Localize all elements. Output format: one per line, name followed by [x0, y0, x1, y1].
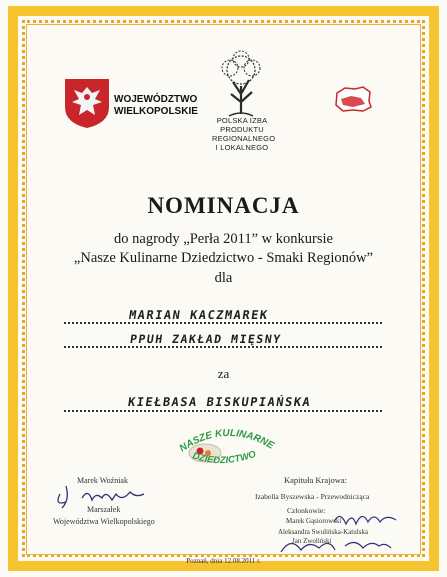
committee-title: Kapituła Krajowa: [284, 475, 348, 485]
chamber-name-line1: POLSKA IZBA [216, 116, 268, 125]
members-title: Członkowie: [287, 506, 326, 515]
committee-member-1: Marek Gąsiorowski [286, 517, 342, 525]
chamber-name-line2: PRODUKTU [220, 125, 264, 134]
committee-chair: Izabella Byszewska - Przewodnicząca [255, 492, 370, 501]
for-product-label: za [217, 366, 230, 381]
region-name-line1: WOJEWÓDZTWO [114, 94, 198, 105]
award-line: do nagrody „Perła 2011” w konkursie [114, 231, 333, 247]
committee-member-2: Aleksandra Swulińska-Katulska [278, 528, 369, 536]
nominee-name: MARIAN KACZMAREK [128, 308, 270, 322]
chamber-name-line3: REGIONALNEGO [212, 134, 276, 143]
chamber-name [212, 116, 276, 152]
marshal-region: Województwa Wielkopolskiego [53, 517, 155, 526]
region-name-line2: WIELKOPOLSKIE [114, 106, 198, 117]
company-dotted-line [64, 346, 382, 348]
contest-logo-bottom-text: DZIEDZICTWO [191, 448, 258, 467]
contest-logo-icon [170, 418, 280, 468]
chamber-name-line4: I LOKALNEGO [215, 143, 269, 152]
marshal-name: Marek Woźniak [77, 476, 128, 485]
marshal-role: Marszałek [87, 505, 121, 514]
certificate-title: NOMINACJA [147, 193, 300, 218]
member-signature-1 [330, 508, 400, 530]
region-name [114, 94, 198, 118]
coat-of-arms-icon [62, 77, 112, 129]
tree-logo-icon [213, 50, 269, 120]
contest-logo-top-text: NASZE KULINARNE [177, 427, 276, 455]
committee-member-3: Jan Zwoliński [292, 537, 332, 545]
contest-name: „Nasze Kulinarne Dziedzictwo - Smaki Regionów” [73, 250, 374, 266]
for-label: dla [214, 270, 233, 286]
issue-date: Poznań, dnia 12.08.2011 r. [186, 557, 261, 565]
name-dotted-line [64, 322, 382, 324]
nominee-company: PPUH ZAKŁAD MIĘSNY [129, 332, 283, 346]
product-dotted-line [64, 410, 382, 412]
member-signature-2 [275, 532, 395, 558]
nominated-product: KIEŁBASA BISKUPIAŃSKA [127, 395, 313, 409]
poland-map-icon [333, 85, 373, 113]
